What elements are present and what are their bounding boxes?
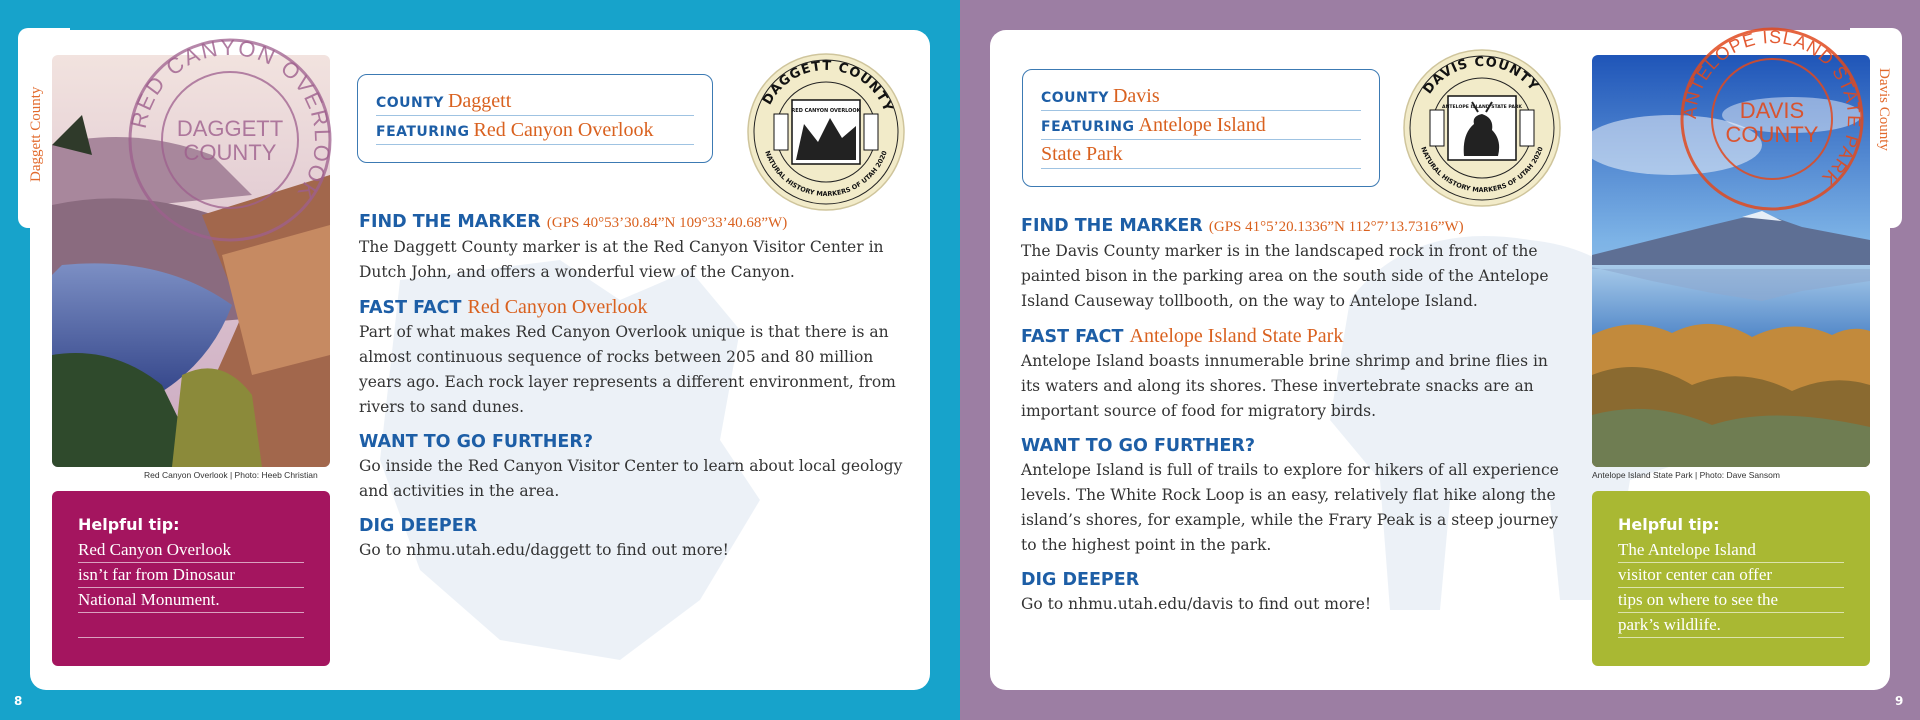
tip-line: isn’t far from Dinosaur — [78, 563, 304, 588]
stamp-center-line-2: COUNTY — [183, 140, 277, 165]
fast-fact-heading: FAST FACT Red Canyon Overlook — [359, 296, 648, 318]
county-row — [376, 87, 694, 116]
county-value: Daggett — [447, 90, 512, 112]
right-photo-caption: Antelope Island State Park | Photo: Dave Sansom — [1592, 470, 1780, 480]
left-side-tab-label: Daggett County — [28, 86, 44, 182]
medal-inner-text: RED CANYON OVERLOOK — [791, 108, 861, 114]
tip-title: Helpful tip: — [78, 515, 180, 534]
fast-fact-line: important source of food for migratory birds. — [1021, 402, 1377, 420]
fast-fact-line: years ago. Each rock layer represents a different environment, from — [359, 373, 896, 391]
left-helpful-tip — [52, 491, 330, 666]
stamp-ring-text: ANTELOPE ISLAND STATE PARK — [1679, 26, 1865, 190]
tip-title: Helpful tip: — [1618, 515, 1720, 534]
stamp-center-line-1: DAGGETT — [176, 116, 284, 141]
fast-fact-line: its waters and along its shores. These invertebrate snacks are an — [1021, 377, 1534, 395]
left-photo-caption: Red Canyon Overlook | Photo: Heeb Christian — [144, 470, 318, 480]
featuring-row — [376, 116, 694, 145]
medal-top-text: DAVIS COUNTY — [1420, 54, 1542, 98]
dig-deeper-heading: DIG DEEPER — [359, 516, 478, 536]
right-county-info-box — [1022, 69, 1380, 187]
find-marker-line: painted bison in the parking area on the south side of the Antelope — [1021, 267, 1549, 285]
dig-deeper-line: Go to nhmu.utah.edu/davis to find out more! — [1021, 595, 1372, 613]
left-body-text — [359, 210, 919, 563]
right-body-text — [1021, 214, 1581, 617]
featuring-value: Red Canyon Overlook — [473, 119, 654, 141]
stamp-ring-text: RED CANYON OVERLOOK — [125, 34, 336, 206]
fast-fact-line: Part of what makes Red Canyon Overlook unique is that there is an — [359, 323, 889, 341]
stamp-center-line-1: DAVIS — [1739, 98, 1805, 123]
dig-deeper-heading: DIG DEEPER — [1021, 570, 1140, 590]
page-number-left: 8 — [14, 694, 23, 708]
go-further-line: Antelope Island is full of trails to explore for hikers of all experience — [1021, 461, 1559, 479]
go-further-line: to the highest point in the park. — [1021, 536, 1272, 554]
tip-line: visitor center can offer — [1618, 563, 1844, 588]
medal-bottom-text: NATURAL HISTORY MARKERS OF UTAH 2020 — [1419, 145, 1545, 195]
fast-fact-heading: FAST FACT Antelope Island State Park — [1021, 325, 1344, 347]
fast-fact-title: Red Canyon Overlook — [467, 296, 648, 318]
featuring-key: FEATURING — [1041, 119, 1135, 135]
right-side-tab-label: Davis County — [1876, 68, 1892, 151]
stamp-center-line-2: COUNTY — [1725, 122, 1819, 147]
featuring-row-continued — [1041, 140, 1361, 169]
featuring-row — [1041, 111, 1361, 140]
gps-coordinates: (GPS 41°5’20.1336”N 112°7’13.7316”W) — [1208, 219, 1464, 235]
tip-line: Red Canyon Overlook — [78, 538, 304, 563]
fast-fact-line: almost continuous sequence of rocks between 205 and 80 million — [359, 348, 874, 366]
tip-line: park’s wildlife. — [1618, 613, 1844, 638]
fast-fact-line: rivers to sand dunes. — [359, 398, 525, 416]
county-key: COUNTY — [376, 95, 444, 111]
find-marker-line: The Daggett County marker is at the Red Canyon Visitor Center in — [359, 238, 884, 256]
go-further-line: island’s shores, for example, while the Frary Peak is a steep journey — [1021, 511, 1559, 529]
medal-inner-text: ANTELOPE ISLAND STATE PARK — [1442, 105, 1522, 110]
tip-line: The Antelope Island — [1618, 538, 1844, 563]
find-marker-line: Island Causeway tollbooth, on the way to Antelope Island. — [1021, 292, 1478, 310]
find-marker-heading: FIND THE MARKER (GPS 40°53’30.84”N 109°33’40.68”W) — [359, 212, 788, 232]
find-marker-line: The Davis County marker is in the landscaped rock in front of the — [1021, 242, 1538, 260]
featuring-key: FEATURING — [376, 124, 470, 140]
page-number-right: 9 — [1895, 694, 1904, 708]
county-key: COUNTY — [1041, 90, 1109, 106]
medal-top-text: DAGGETT COUNTY — [760, 58, 896, 115]
go-further-line: and activities in the area. — [359, 482, 560, 500]
gps-coordinates: (GPS 40°53’30.84”N 109°33’40.68”W) — [546, 215, 788, 231]
left-county-info-box — [357, 74, 713, 163]
go-further-line: levels. The White Rock Loop is an easy, relatively flat hike along the — [1021, 486, 1556, 504]
featuring-value: Antelope Island — [1138, 114, 1266, 136]
antelope-island-photo — [1592, 55, 1870, 467]
county-value: Davis — [1112, 85, 1160, 107]
right-helpful-tip — [1592, 491, 1870, 666]
fast-fact-title: Antelope Island State Park — [1129, 325, 1344, 347]
red-canyon-photo — [52, 55, 330, 467]
go-further-heading: WANT TO GO FURTHER? — [1021, 436, 1255, 456]
find-marker-line: Dutch John, and offers a wonderful view of the Canyon. — [359, 263, 795, 281]
go-further-heading: WANT TO GO FURTHER? — [359, 432, 593, 452]
tip-line: tips on where to see the — [1618, 588, 1844, 613]
featuring-value-2: State Park — [1041, 143, 1123, 165]
tip-line — [78, 613, 304, 638]
fast-fact-line: Antelope Island boasts innumerable brine shrimp and brine flies in — [1021, 352, 1548, 370]
medal-bottom-text: NATURAL HISTORY MARKERS OF UTAH 2020 — [763, 149, 889, 199]
go-further-line: Go inside the Red Canyon Visitor Center to learn about local geology — [359, 457, 903, 475]
dig-deeper-line: Go to nhmu.utah.edu/daggett to find out more! — [359, 541, 729, 559]
county-row — [1041, 82, 1361, 111]
find-marker-heading: FIND THE MARKER (GPS 41°5’20.1336”N 112°7’13.7316”W) — [1021, 216, 1464, 236]
davis-county-medallion — [1402, 48, 1562, 208]
tip-line: National Monument. — [78, 588, 304, 613]
daggett-county-medallion — [746, 52, 906, 212]
